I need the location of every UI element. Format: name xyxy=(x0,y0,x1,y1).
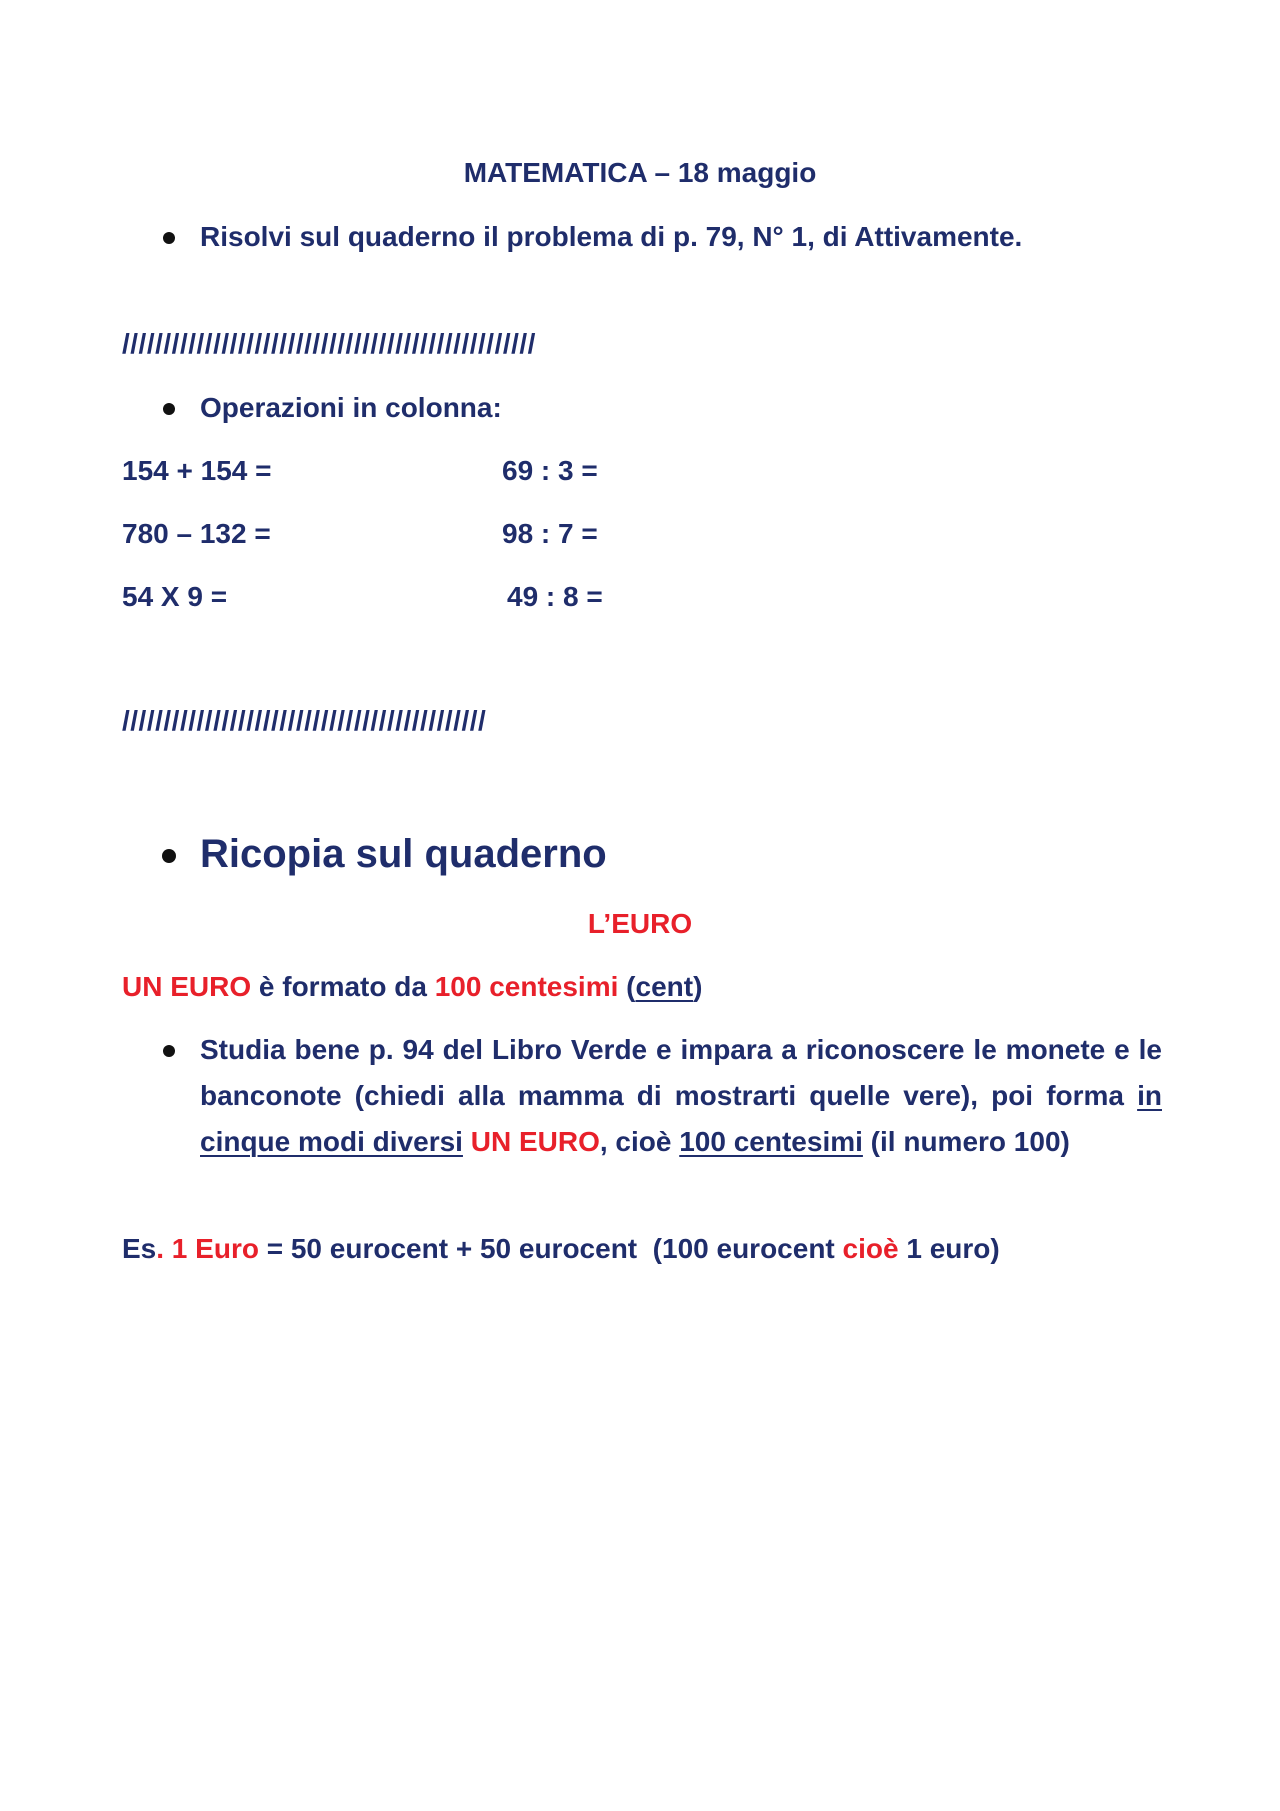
study-underlined: in cinque modi diversi xyxy=(200,1080,1162,1157)
section-title: L’EURO xyxy=(587,908,693,939)
example-text: = 50 eurocent + 50 eurocent (100 eurocent xyxy=(258,1233,843,1264)
example-line xyxy=(122,1232,1000,1266)
operation-right-1: 69 : 3 = xyxy=(502,455,598,486)
bullet-icon xyxy=(163,1045,175,1057)
instruction-operations: Operazioni in colonna: xyxy=(200,392,502,423)
instruction-copy: Ricopia sul quaderno xyxy=(200,832,607,876)
euro-term: UN EURO xyxy=(122,971,252,1002)
operation-right-3: 49 : 8 = xyxy=(507,581,603,612)
separator-line: //////////////////////////////////////////// xyxy=(122,705,487,736)
centesimi-term: 100 centesimi xyxy=(434,971,619,1002)
bullet-icon xyxy=(163,403,175,415)
operation-left-2: 780 – 132 = xyxy=(122,518,271,549)
study-text: , cioè xyxy=(599,1126,680,1157)
instruction-problem: Risolvi sul quaderno il problema di p. 79, N° 1, di Attivamente. xyxy=(200,221,1023,252)
example-text: 1 euro) xyxy=(898,1233,1000,1264)
example-red: cioè xyxy=(842,1233,899,1264)
example-red: . 1 Euro xyxy=(156,1233,259,1264)
euro-text: ( xyxy=(618,971,636,1002)
operation-right-2: 98 : 7 = xyxy=(502,518,598,549)
bullet-icon xyxy=(163,232,175,244)
study-text: (il numero 100) xyxy=(862,1126,1070,1157)
example-text: Es xyxy=(122,1233,157,1264)
euro-text: ) xyxy=(693,971,703,1002)
study-text: Studia bene p. 94 del Libro Verde e impara a riconoscere le monete e le banconote (chiedi alla mamma di mostrarti quelle vere), poi forma xyxy=(200,1034,1162,1111)
page-title: MATEMATICA – 18 maggio xyxy=(463,157,817,188)
operation-left-1: 154 + 154 = xyxy=(122,455,272,486)
operation-left-3: 54 X 9 = xyxy=(122,581,228,612)
euro-text: è formato da xyxy=(251,971,435,1002)
bullet-icon xyxy=(162,849,176,863)
study-text xyxy=(463,1126,471,1157)
separator-line: ////////////////////////////////////////////////// xyxy=(122,328,536,359)
instruction-study xyxy=(200,1027,1162,1165)
study-red: UN EURO xyxy=(470,1126,600,1157)
euro-definition xyxy=(122,970,702,1004)
cent-term: cent xyxy=(635,971,694,1002)
study-underlined: 100 centesimi xyxy=(679,1126,863,1157)
